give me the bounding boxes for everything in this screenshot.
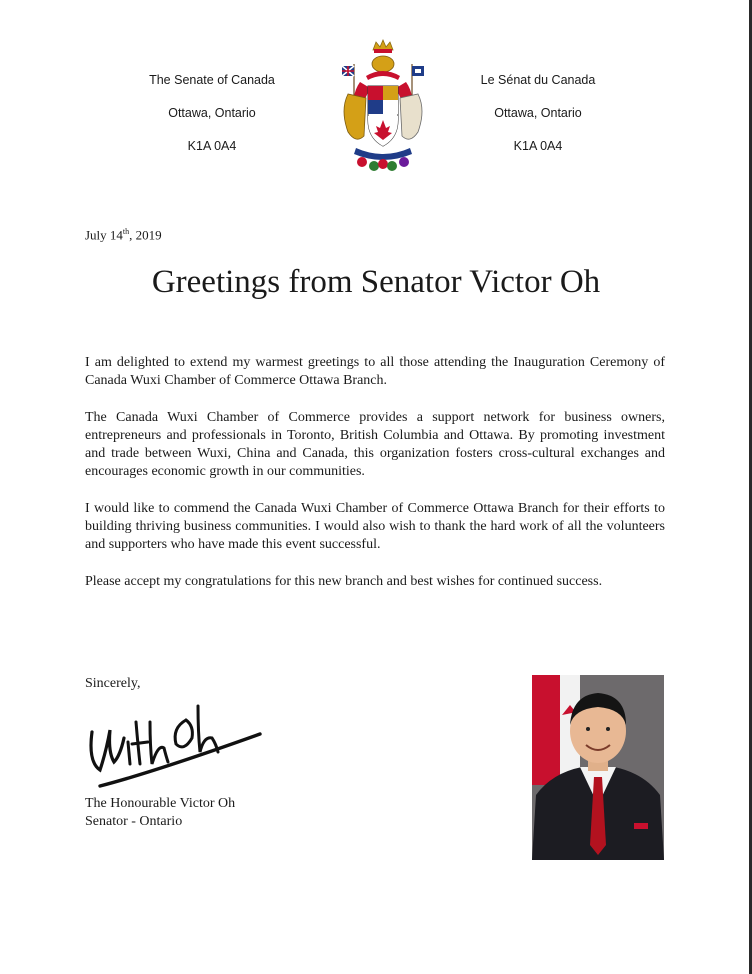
body-paragraph: The Canada Wuxi Chamber of Commerce provides a support network for business owners, entrepreneurs and professionals in Toronto, British Columbia and Ottawa. By promoting investment and trade between Wuxi, China and Canada, this organization fosters cross-cultural exchanges and encourages economic growth in our communities. (85, 409, 665, 480)
closing-text: Sincerely, (85, 676, 141, 691)
body-paragraph: Please accept my congratulations for this new branch and best wishes for continued success. (85, 573, 603, 589)
signatory-name: The Honourable Victor Oh (85, 796, 236, 811)
letterhead-line: Le Sénat du Canada (480, 73, 596, 87)
date-year: , 2019 (129, 227, 162, 243)
date-main: July 14 (85, 227, 123, 243)
letterhead-line: Ottawa, Ontario (494, 106, 582, 120)
signature-icon (84, 692, 266, 792)
signatory (85, 795, 235, 831)
letterhead-line: K1A 0A4 (187, 139, 237, 153)
body-paragraph: I am delighted to extend my warmest greetings to all those attending the Inauguration Ceremony of Canada Wuxi Chamber of Commerce Ottawa Branch. (85, 355, 665, 389)
senator-portrait-image (532, 675, 664, 860)
letterhead-line: Ottawa, Ontario (168, 106, 256, 120)
letterhead-french (448, 72, 628, 171)
coat-of-arms-icon (326, 36, 440, 178)
letter-date (85, 227, 162, 243)
letterhead-line: The Senate of Canada (149, 73, 275, 87)
letterhead-line: K1A 0A4 (513, 139, 563, 153)
letterhead-english (122, 72, 302, 171)
body-paragraph: I would like to commend the Canada Wuxi Chamber of Commerce Ottawa Branch for their efforts to building thriving business communities. I would also wish to thank the hard work of all the volunteers and supporters who have made this event successful. (85, 500, 665, 553)
letter-title: Greetings from Senator Victor Oh (151, 264, 601, 300)
signatory-role: Senator - Ontario (85, 814, 183, 829)
date-suffix: th (122, 227, 130, 236)
letter-body (85, 354, 665, 609)
